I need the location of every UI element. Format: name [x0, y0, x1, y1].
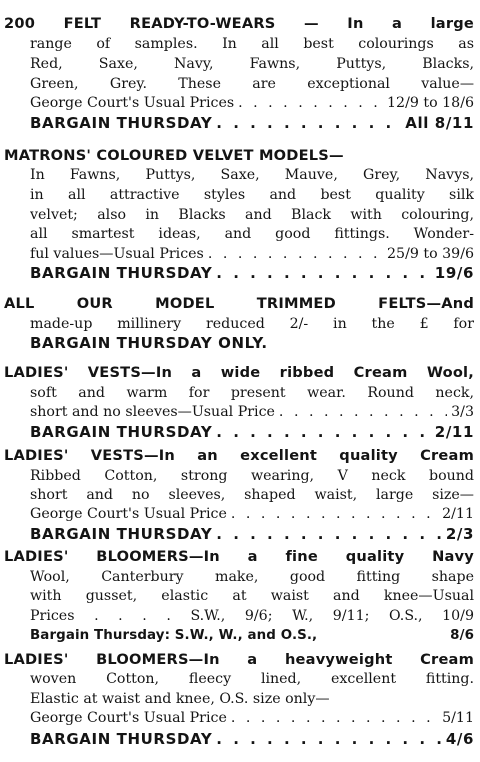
listing-text-line: Wool, Canterbury make, good fitting shape [30, 569, 474, 585]
usual-price: 25/9 to 39/6 [387, 246, 474, 262]
dot-leader [216, 730, 442, 748]
listing-heading-line: 200 FELT READY-TO-WEARS — In a large [4, 15, 474, 32]
dot-leader [279, 403, 447, 421]
bargain-price-line [30, 730, 474, 748]
bargain-price: 2/3 [445, 525, 474, 543]
listing-text-line: Green, Grey. These are exceptional value— [30, 76, 474, 92]
usual-price-line [30, 94, 474, 112]
listing-text-line: range of samples. In all best colourings as [30, 36, 474, 52]
listing-text-line: woven Cotton, fleecy lined, excellent fitting. [30, 671, 474, 687]
listing-text-line: Elastic at waist and knee, O.S. size only— [30, 691, 330, 707]
listing-text-line: In Fawns, Puttys, Saxe, Mauve, Grey, Navys, [30, 167, 474, 183]
listing-heading-line: ALL OUR MODEL TRIMMED FELTS—And [4, 295, 474, 312]
dot-leader [231, 505, 438, 523]
bargain-label: Bargain Thursday: S.W., W., and O.S., [30, 628, 318, 643]
listing-text-line: soft and warm for present wear. Round neck, [30, 385, 474, 401]
listing-text-line: Prices . . . . S.W., 9/6; W., 9/11; O.S., 10/9 [30, 608, 474, 624]
listing-heading-line: LADIES' VESTS—In a wide ribbed Cream Wool, [4, 364, 474, 381]
dot-leader [231, 709, 438, 727]
usual-price: 12/9 to 18/6 [387, 95, 474, 111]
usual-price-label: George Court's Usual Price [30, 506, 227, 522]
listing-text-line: short and no sleeves, shaped waist, large size— [30, 487, 474, 503]
dot-leader [216, 264, 431, 282]
listing-heading-line: LADIES' BLOOMERS—In a heavyweight Cream [4, 651, 474, 668]
bargain-price-line [30, 423, 474, 441]
usual-price: 2/11 [442, 506, 474, 522]
bargain-label: BARGAIN THURSDAY [30, 525, 213, 543]
dot-leader [216, 525, 442, 543]
usual-price-line [30, 505, 474, 523]
listing-bargain-line: BARGAIN THURSDAY ONLY. [30, 334, 268, 352]
bargain-label: BARGAIN THURSDAY [30, 730, 213, 748]
bargain-label: BARGAIN THURSDAY [30, 264, 213, 282]
usual-price-line [30, 245, 474, 263]
listing-heading-line: MATRONS' COLOURED VELVET MODELS— [4, 147, 344, 164]
usual-price: 5/11 [442, 710, 474, 726]
bargain-label: BARGAIN THURSDAY [30, 423, 213, 441]
dot-leader [216, 423, 431, 441]
dot-leader [208, 245, 383, 263]
listing-text-line: Ribbed Cotton, strong wearing, V neck bound [30, 468, 474, 484]
usual-price-label: short and no sleeves—Usual Price [30, 404, 275, 420]
listing-heading-line: LADIES' BLOOMERS—In a fine quality Navy [4, 548, 474, 565]
usual-price-label: ful values—Usual Prices [30, 246, 204, 262]
bargain-price-line [30, 525, 474, 543]
bargain-price: All 8/11 [405, 114, 474, 132]
dot-leader [216, 114, 401, 132]
dot-leader [238, 94, 383, 112]
usual-price-line [30, 709, 474, 727]
bargain-price: 4/6 [445, 730, 474, 748]
listing-text-line: Red, Saxe, Navy, Fawns, Puttys, Blacks, [30, 56, 474, 72]
bargain-price-line [30, 627, 474, 645]
listing-text-line: with gusset, elastic at waist and knee—Usual [30, 588, 474, 604]
listing-text-line: in all attractive styles and best quality silk [30, 187, 474, 203]
bargain-price: 19/6 [434, 264, 474, 282]
usual-price-label: George Court's Usual Prices [30, 95, 235, 111]
usual-price: 3/3 [451, 404, 474, 420]
bargain-price: 2/11 [434, 423, 474, 441]
bargain-price-line [30, 264, 474, 282]
usual-price-label: George Court's Usual Price [30, 710, 227, 726]
listing-text-line: velvet; also in Blacks and Black with colouring, [30, 207, 474, 223]
listing-text-line: made-up millinery reduced 2/- in the £ for [30, 316, 474, 332]
usual-price-line [30, 403, 474, 421]
listing-heading-line: LADIES' VESTS—In an excellent quality Cream [4, 447, 474, 464]
listing-text-line: all smartest ideas, and good fittings. Wonder- [30, 226, 474, 242]
bargain-price-line [30, 114, 474, 132]
bargain-price: 8/6 [450, 628, 474, 643]
bargain-label: BARGAIN THURSDAY [30, 114, 213, 132]
